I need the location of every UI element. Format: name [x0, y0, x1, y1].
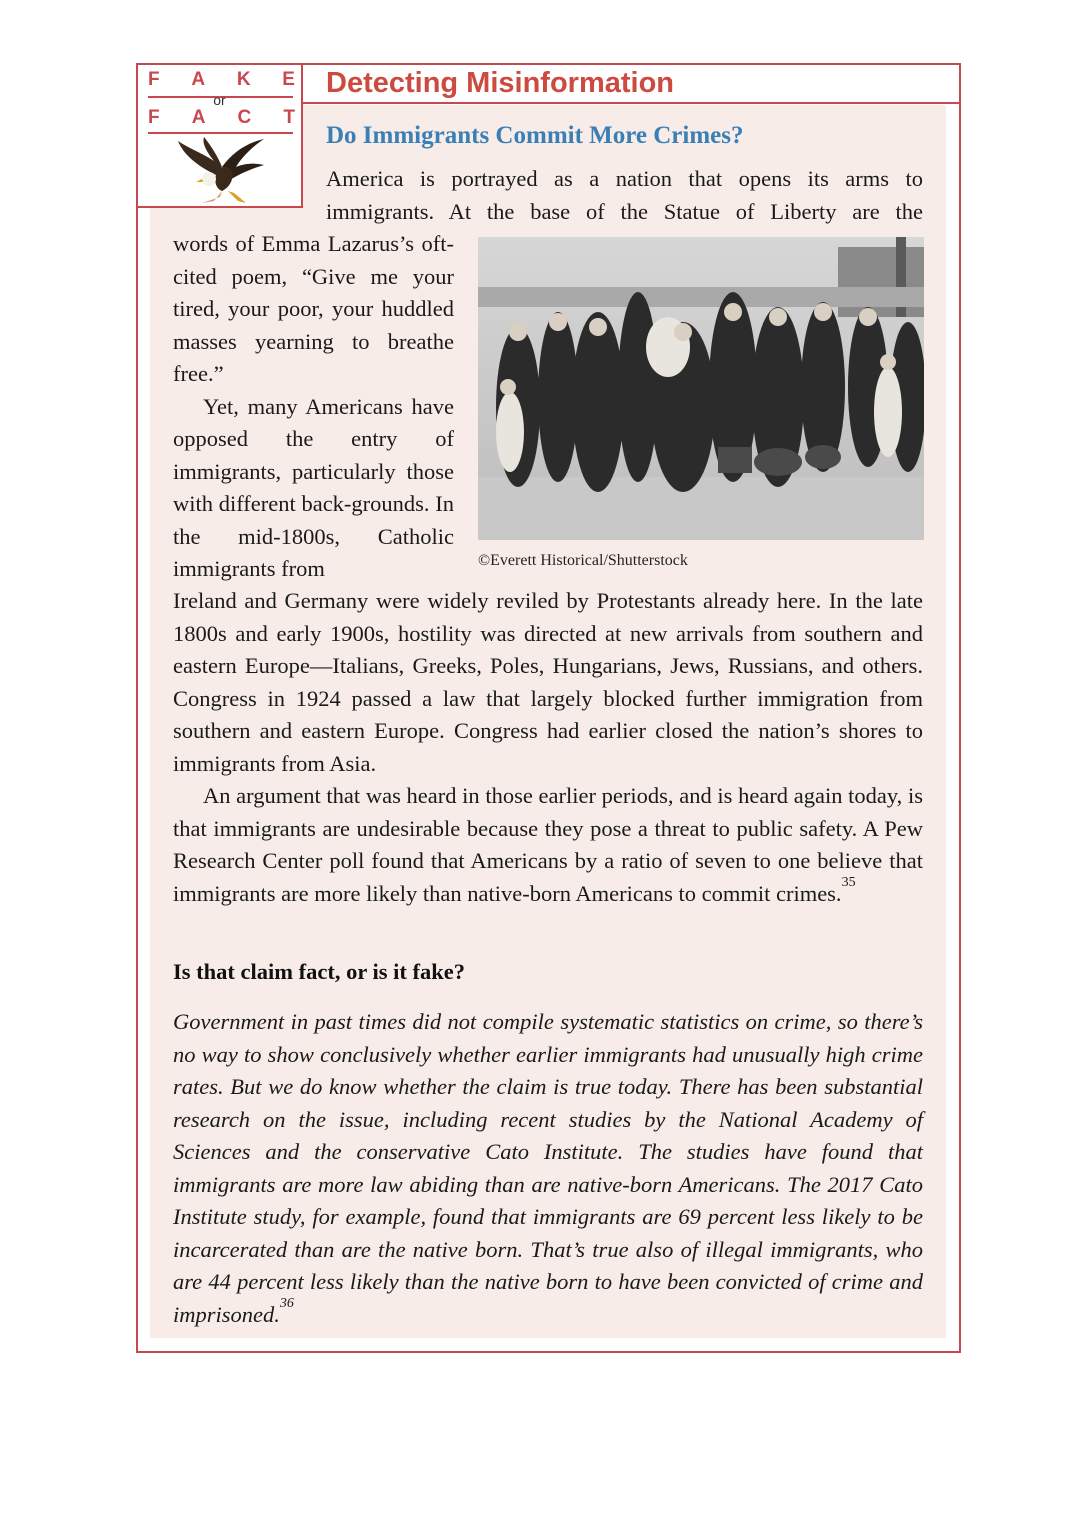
logo-or-text: or — [213, 92, 226, 108]
paragraph: words of Emma Lazarus’s oft-cited poem, “Give me your tired, your poor, your huddled masses yearning to breathe free.” — [173, 231, 454, 386]
logo-fact-word — [148, 107, 295, 129]
article-subtitle: Do Immigrants Commit More Crimes? — [326, 122, 744, 149]
paragraph-text: An argument that was heard in those earlier periods, and is heard again today, is that immigrants are undesirable because they pose a threat to public safety. A Pew Research Center poll found that Americans by a ratio of seven to one believe that immigrants are more likely than native-born Americans to commit crimes. — [173, 783, 923, 906]
footnote-ref: 36 — [279, 1295, 294, 1311]
logo-letter: A — [191, 69, 206, 90]
photo-credit: ©Everett Historical/Shutterstock — [478, 552, 688, 569]
answer-text: Government in past times did not compile systematic statistics on crime, so there’s no way to show conclusively whether earlier immigrants had unusually high crime rates. But we do know whether the claim is true today. There has been substantial research on the issue, including recent studies by the National Academy of Sciences and the conservative Cato Institute. The studies have found that immigrants are more law abiding than are native-born Americans. The 2017 Cato Institute study, for example, found that immigrants are 69 percent less likely to be incarcerated than are the native born. That’s true also of illegal immigrants, who are 44 percent less likely than the native born to have been convicted of crime and imprisoned. — [173, 1009, 923, 1327]
page-title: Detecting Misinformation — [326, 67, 675, 99]
intro-paragraph: America is portrayed as a nation that opens its arms to immigrants. At the base of the Statue of Liberty are the — [326, 166, 923, 224]
header-rule — [302, 102, 960, 104]
footnote-ref: 35 — [841, 874, 856, 890]
logo-letter: F — [148, 107, 160, 128]
logo-letter: A — [191, 107, 206, 128]
fake-or-fact-logo — [136, 63, 303, 208]
paragraph: Ireland and Germany were widely reviled by Protestants already here. In the late 1800s and early 1900s, hostility was directed at new arrivals from southern and eastern Europe—Italians, Greeks, Poles, Hungarians, Jews, Russians, and others. Congress in 1924 passed a law that largely blocked further immigration from southern and eastern Europe. Congress had earlier closed the nation’s shores to immigrants from Asia. — [173, 588, 923, 776]
verdict-answer — [173, 1006, 923, 1331]
left-column-text — [173, 228, 454, 586]
verdict-question: Is that claim fact, or is it fake? — [173, 959, 466, 984]
logo-divider — [148, 132, 293, 134]
eagle-icon — [176, 135, 266, 205]
immigrants-photo — [478, 237, 924, 540]
logo-fake-word — [148, 69, 295, 91]
logo-letter: C — [237, 107, 252, 128]
main-text — [173, 585, 923, 910]
logo-letter: F — [148, 69, 160, 90]
logo-letter: K — [236, 69, 251, 90]
paragraph: Yet, many Americans have opposed the entry of immigrants, particularly those with different back-grounds. In the mid-1800s, Catholic immigrants from — [173, 393, 454, 581]
logo-letter: E — [282, 69, 295, 90]
logo-letter: T — [283, 107, 295, 128]
paragraph — [173, 780, 923, 910]
